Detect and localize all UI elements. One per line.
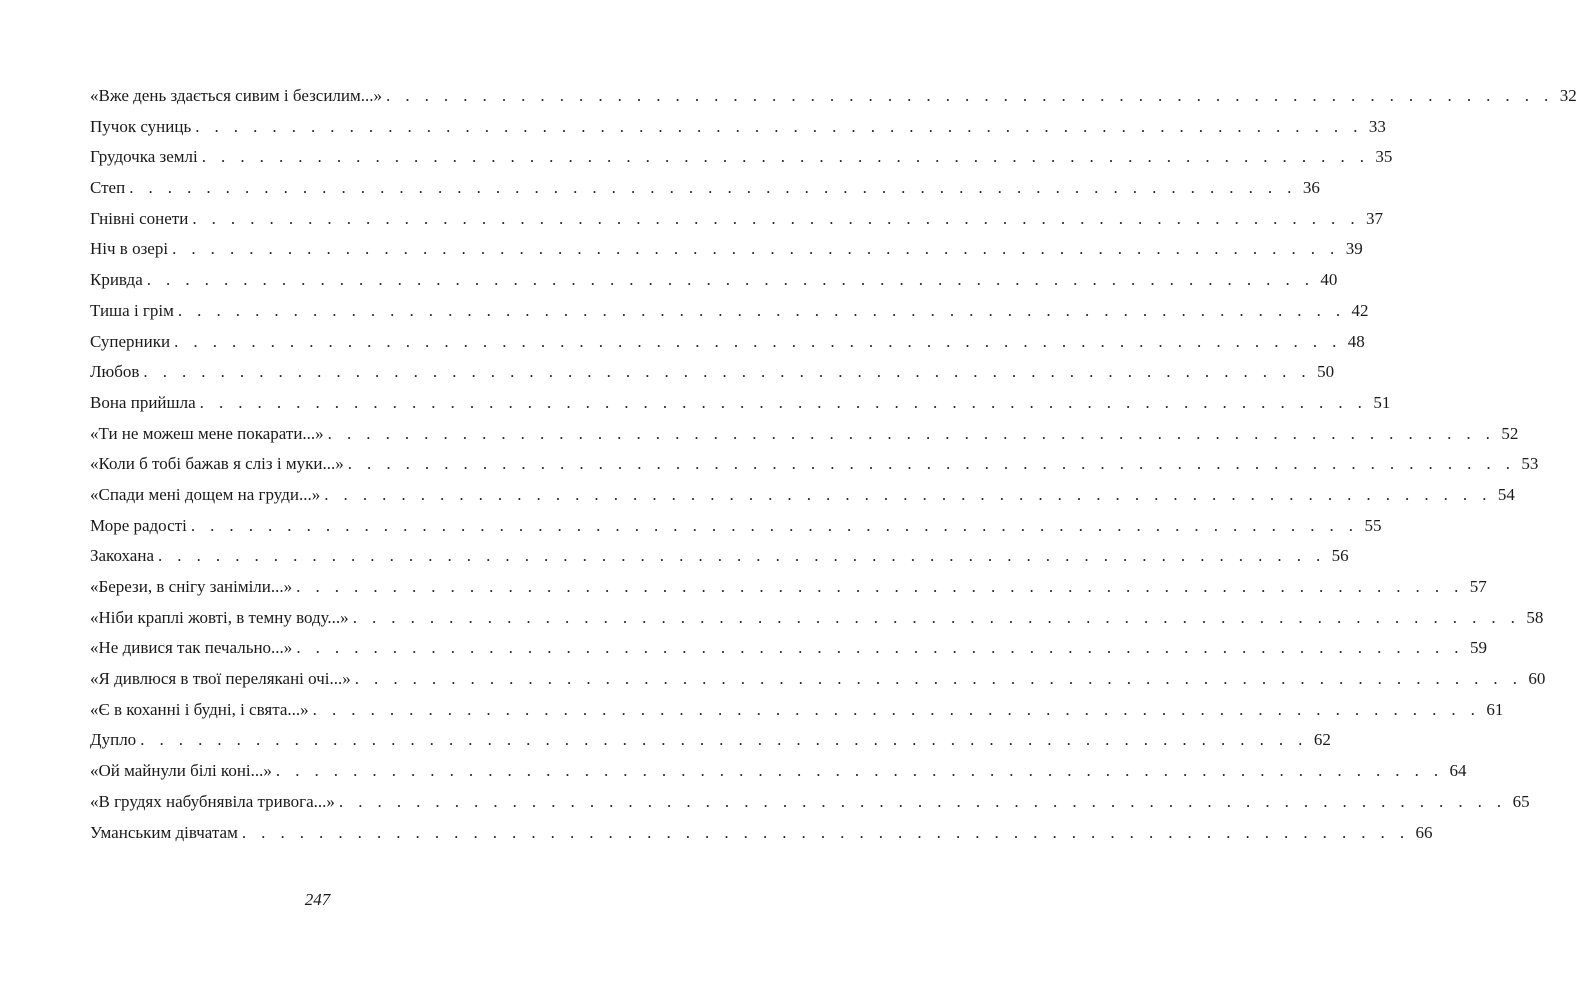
page-number: 247 — [304, 890, 331, 909]
toc-entry-page-number: 66 — [1415, 822, 1433, 842]
toc-entry-title: Степ — [90, 178, 126, 198]
toc-entry — [90, 81, 1577, 112]
toc-leader-dots: . . . . . . . . . . . . . . . . . . . . . . . . . . . . . . . . . . . . . . . . . . . . . . . . . . . . . . . . . . . . . — [174, 331, 1342, 351]
toc-leader-dots: . . . . . . . . . . . . . . . . . . . . . . . . . . . . . . . . . . . . . . . . . . . . . . . . . . . . . . . . . . . . . — [146, 270, 1315, 290]
toc-entry-page-number: 37 — [1365, 208, 1383, 228]
toc-entry-title: Пучок суниць — [90, 116, 192, 136]
toc-entry — [90, 818, 1433, 849]
toc-entry-title: «Ти не можеш мене покарати...» — [90, 423, 324, 443]
toc-leader-dots: . . . . . . . . . . . . . . . . . . . . . . . . . . . . . . . . . . . . . . . . . . . . . . . . . . . . . . . . . . . . . — [324, 484, 1492, 504]
toc-entry — [90, 234, 1363, 265]
toc-entry-page-number: 52 — [1501, 423, 1519, 443]
toc-entry-page-number: 61 — [1486, 699, 1504, 719]
toc-entry — [90, 695, 1504, 726]
toc-entry-title: «Вже день здається сивим і безсилим...» — [90, 86, 383, 105]
toc-leader-dots: . . . . . . . . . . . . . . . . . . . . . . . . . . . . . . . . . . . . . . . . . . . . . . . . . . . . . . . . . . . . . — [140, 730, 1308, 750]
toc-entry — [90, 756, 1467, 787]
toc-entry-page-number: 65 — [1512, 791, 1530, 811]
toc-entry-title: Вона прийшла — [90, 392, 196, 412]
toc-entry-page-number: 51 — [1373, 392, 1391, 412]
toc-entry-page-number: 59 — [1469, 638, 1487, 658]
toc-entry-page-number: 53 — [1521, 454, 1539, 474]
toc-entry-title: Кривда — [90, 270, 143, 290]
toc-entry — [90, 357, 1335, 388]
toc-entry-page-number: 42 — [1351, 300, 1369, 320]
toc-entry-page-number: 48 — [1347, 331, 1365, 351]
toc-entry-title: Суперники — [90, 331, 171, 351]
toc-entry — [90, 449, 1539, 480]
toc-entry-title: «Є в коханні і будні, і свята...» — [90, 699, 309, 719]
toc-entry — [90, 296, 1369, 327]
toc-entry — [90, 787, 1530, 818]
toc-entry-page-number: 40 — [1320, 270, 1338, 290]
toc-leader-dots: . . . . . . . . . . . . . . . . . . . . . . . . . . . . . . . . . . . . . . . . . . . . . . . . . . . . . . . . . . . . . — [327, 423, 1496, 443]
toc-entry-title: Ніч в озері — [90, 239, 169, 259]
toc-entry-title: Уманським дівчатам — [90, 822, 238, 842]
toc-leader-dots: . . . . . . . . . . . . . . . . . . . . . . . . . . . . . . . . . . . . . . . . . . . . . . . . . . . . . . . . . . . . . — [296, 577, 1464, 596]
toc-entry — [90, 327, 1365, 358]
toc-entry-page-number: 58 — [1526, 607, 1544, 627]
table-of-contents — [90, 81, 1577, 848]
toc-entry-title: «Ой майнули білі коні...» — [90, 761, 272, 781]
toc-entry-page-number: 56 — [1331, 546, 1349, 566]
toc-leader-dots: . . . . . . . . . . . . . . . . . . . . . . . . . . . . . . . . . . . . . . . . . . . . . . . . . . . . . . . . . . . . . — [190, 515, 1359, 535]
toc-entry — [90, 142, 1393, 173]
toc-entry-page-number: 50 — [1317, 362, 1335, 382]
toc-leader-dots: . . . . . . . . . . . . . . . . . . . . . . . . . . . . . . . . . . . . . . . . . . . . . . . . . . . . . . . . . . . . . — [143, 362, 1312, 382]
toc-entry-page-number: 35 — [1375, 147, 1393, 167]
toc-entry — [90, 664, 1546, 695]
toc-entry — [90, 480, 1515, 511]
toc-entry-title: Тиша і грім — [90, 300, 174, 320]
toc-leader-dots: . . . . . . . . . . . . . . . . . . . . . . . . . . . . . . . . . . . . . . . . . . . . . . . . . . . . . . . . . . . . . — [199, 392, 1368, 412]
toc-entry-title: «В грудях набубнявіла тривога...» — [90, 791, 335, 811]
toc-entry — [90, 388, 1391, 419]
toc-entry-title: «Спади мені дощем на груди...» — [90, 484, 321, 504]
toc-leader-dots: . . . . . . . . . . . . . . . . . . . . . . . . . . . . . . . . . . . . . . . . . . . . . . . . . . . . . . . . . . . . . — [129, 178, 1297, 198]
toc-entry-title: «Я дивлюся в твої перелякані очі...» — [90, 669, 351, 689]
toc-leader-dots: . . . . . . . . . . . . . . . . . . . . . . . . . . . . . . . . . . . . . . . . . . . . . . . . . . . . . . . . . . . . . — [312, 699, 1481, 719]
toc-entry-title: «Берези, в снігу заніміли...» — [90, 577, 293, 596]
toc-entry-page-number: 36 — [1302, 178, 1320, 198]
toc-leader-dots: . . . . . . . . . . . . . . . . . . . . . . . . . . . . . . . . . . . . . . . . . . . . . . . . . . . . . . . . . . . . . — [192, 208, 1360, 228]
toc-entry-page-number: 62 — [1313, 730, 1331, 750]
toc-entry-title: Закохана — [90, 546, 154, 566]
toc-leader-dots: . . . . . . . . . . . . . . . . . . . . . . . . . . . . . . . . . . . . . . . . . . . . . . . . . . . . . . . . . . . . . — [386, 86, 1554, 105]
toc-entry-page-number: 54 — [1497, 484, 1515, 504]
toc-entry — [90, 173, 1320, 204]
toc-leader-dots: . . . . . . . . . . . . . . . . . . . . . . . . . . . . . . . . . . . . . . . . . . . . . . . . . . . . . . . . . . . . . — [158, 546, 1326, 566]
toc-entry-page-number: 39 — [1345, 239, 1363, 259]
toc-entry — [90, 572, 1487, 603]
toc-entry — [90, 541, 1349, 572]
toc-entry-title: Гнівні сонети — [90, 208, 189, 228]
toc-leader-dots: . . . . . . . . . . . . . . . . . . . . . . . . . . . . . . . . . . . . . . . . . . . . . . . . . . . . . . . . . . . . . — [177, 300, 1346, 320]
toc-entry — [90, 603, 1544, 634]
toc-entry-page-number: 32 — [1559, 86, 1577, 105]
toc-entry-title: «Ніби краплі жовті, в темну воду...» — [90, 607, 349, 627]
toc-entry-page-number: 33 — [1368, 116, 1386, 136]
toc-entry — [90, 265, 1338, 296]
toc-leader-dots: . . . . . . . . . . . . . . . . . . . . . . . . . . . . . . . . . . . . . . . . . . . . . . . . . . . . . . . . . . . . . — [338, 791, 1507, 811]
toc-entry — [90, 725, 1331, 756]
toc-leader-dots: . . . . . . . . . . . . . . . . . . . . . . . . . . . . . . . . . . . . . . . . . . . . . . . . . . . . . . . . . . . . . — [201, 147, 1370, 167]
toc-entry-title: Грудочка землі — [90, 147, 198, 167]
toc-entry-page-number: 64 — [1449, 761, 1467, 781]
toc-entry-page-number: 55 — [1364, 515, 1382, 535]
toc-entry-title: Дупло — [90, 730, 137, 750]
toc-entry — [90, 204, 1383, 235]
toc-leader-dots: . . . . . . . . . . . . . . . . . . . . . . . . . . . . . . . . . . . . . . . . . . . . . . . . . . . . . . . . . . . . . — [354, 669, 1523, 689]
toc-entry-title: Море радості — [90, 515, 187, 535]
toc-leader-dots: . . . . . . . . . . . . . . . . . . . . . . . . . . . . . . . . . . . . . . . . . . . . . . . . . . . . . . . . . . . . . — [195, 116, 1363, 136]
toc-entry-title: «Коли б тобі бажав я сліз і муки...» — [90, 454, 344, 474]
toc-entry-title: «Не дивися так печально...» — [90, 638, 293, 658]
toc-leader-dots: . . . . . . . . . . . . . . . . . . . . . . . . . . . . . . . . . . . . . . . . . . . . . . . . . . . . . . . . . . . . . — [347, 454, 1516, 474]
toc-entry-title: Любов — [90, 362, 140, 382]
toc-leader-dots: . . . . . . . . . . . . . . . . . . . . . . . . . . . . . . . . . . . . . . . . . . . . . . . . . . . . . . . . . . . . . — [241, 822, 1410, 842]
toc-entry — [90, 112, 1386, 143]
toc-leader-dots: . . . . . . . . . . . . . . . . . . . . . . . . . . . . . . . . . . . . . . . . . . . . . . . . . . . . . . . . . . . . . — [352, 607, 1521, 627]
toc-entry-page-number: 60 — [1528, 669, 1546, 689]
toc-entry — [90, 633, 1487, 664]
toc-leader-dots: . . . . . . . . . . . . . . . . . . . . . . . . . . . . . . . . . . . . . . . . . . . . . . . . . . . . . . . . . . . . . — [275, 761, 1444, 781]
toc-leader-dots: . . . . . . . . . . . . . . . . . . . . . . . . . . . . . . . . . . . . . . . . . . . . . . . . . . . . . . . . . . . . . — [296, 638, 1464, 658]
toc-leader-dots: . . . . . . . . . . . . . . . . . . . . . . . . . . . . . . . . . . . . . . . . . . . . . . . . . . . . . . . . . . . . . — [172, 239, 1340, 259]
toc-entry-page-number: 57 — [1469, 577, 1487, 596]
toc-entry — [90, 511, 1382, 542]
toc-entry — [90, 419, 1519, 450]
